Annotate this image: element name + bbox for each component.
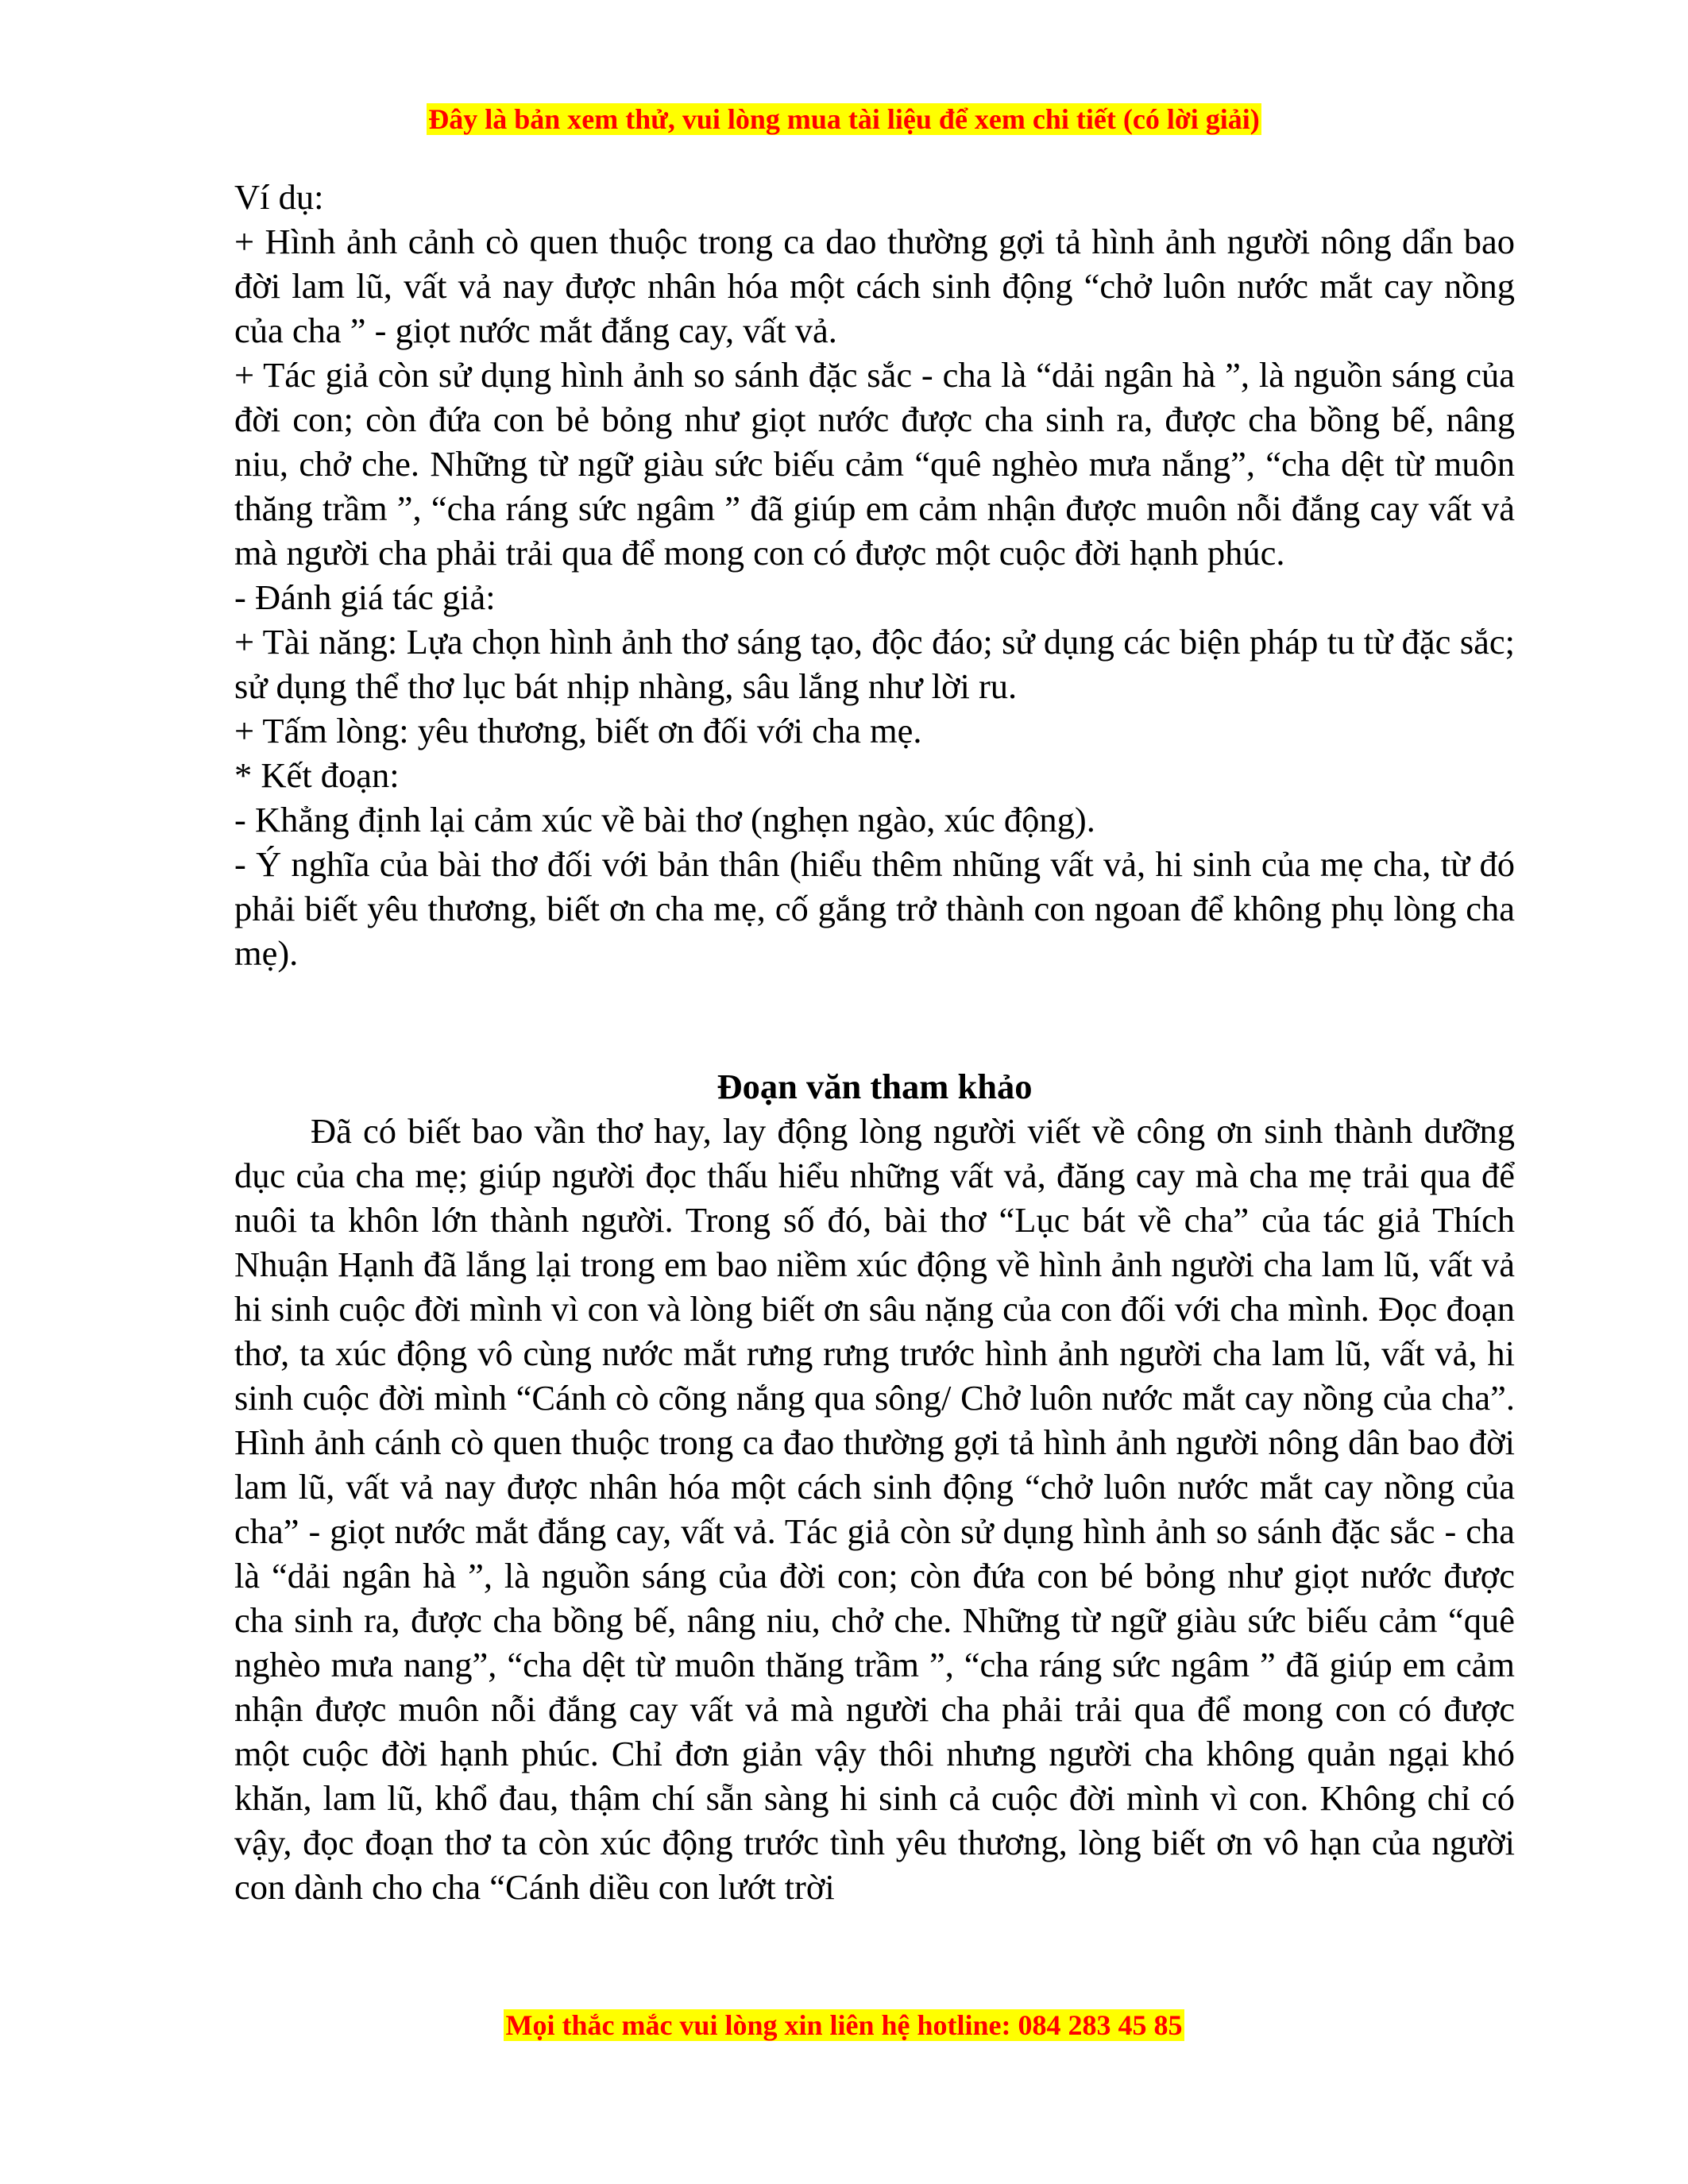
body-line: * Kết đoạn:: [234, 755, 400, 795]
body-line: - Ý nghĩa của bài thơ đối với bản thân (hiểu thêm nhũng vất vả, hi sinh của mẹ cha, từ đó phải biết yêu thương, biết ơn cha mẹ, cố gắng trở thành con ngoan để không phụ lòng cha mẹ).: [234, 844, 1515, 973]
document-body: [234, 175, 1515, 1909]
body-line: - Khẳng định lại cảm xúc về bài thơ (nghẹn ngào, xúc động).: [234, 800, 1095, 839]
section-spacer: [234, 975, 1515, 1064]
hotline-banner: [0, 2008, 1688, 2043]
body-line: + Hình ảnh cảnh cò quen thuộc trong ca dao thường gợi tả hình ảnh người nông dẩn bao đời lam lũ, vất vả nay được nhân hóa một cách sinh động “chở luôn nước mắt cay nồng của cha ” - giọt nước mắt đắng cay, vất vả.: [234, 222, 1515, 350]
preview-notice-banner: [0, 102, 1688, 137]
hotline-text: Mọi thắc mắc vui lòng xin liên hệ hotline: 084 283 45 85: [505, 2009, 1183, 2041]
reference-paragraph: Đã có biết bao vần thơ hay, lay động lòng người viết về công ơn sinh thành dưỡng dục của cha mẹ; giúp người đọc thấu hiểu những vất vả, đăng cay mà cha mẹ trải qua để nuôi ta khôn lớn thành người. Trong số đó, bài thơ “Lục bát về cha” của tác giả Thích Nhuận Hạnh đã lắng lại trong em bao niềm xúc động về hình ảnh người cha lam lũ, vất vả hi sinh cuộc đời mình vì con và lòng biết ơn sâu nặng của con đối với cha mình. Đọc đoạn thơ, ta xúc động vô cùng nước mắt rưng rưng trước hình ảnh người cha lam lũ, vất vả, hi sinh cuộc đời mình “Cánh cò cõng nắng qua sông/ Chở luôn nước mắt cay nồng của cha”. Hình ảnh cánh cò quen thuộc trong ca đao thường gợi tả hình ảnh người nông dân bao đời lam lũ, vất vả nay được nhân hóa một cách sinh động “chở luôn nước mắt cay nồng của cha” - giọt nước mắt đắng cay, vất vả. Tác giả còn sử dụng hình ảnh so sánh đặc sắc - cha là “dải ngân hà ”, là nguồn sáng của đời con; còn đứa con bé bỏng như giọt nước được cha sinh ra, được cha bồng bế, nâng niu, chở che. Những từ ngữ giàu sức biếu cảm “quê nghèo mưa nang”, “cha dệt từ muôn thăng trầm ”, “cha ráng sức ngâm ” đã giúp em cảm nhận được muôn nỗi đắng cay vất vả mà người cha phải trải qua để mong con có được một cuộc đời hạnh phúc. Chỉ đơn giản vậy thôi nhưng người cha không quản ngại khó khăn, lam lũ, khổ đau, thậm chí sẵn sàng hi sinh cả cuộc đời mình vì con. Không chỉ có vậy, đọc đoạn thơ ta còn xúc động trước tình yêu thương, lòng biết ơn vô hạn của người con dành cho cha “Cánh diều con lướt trời: [234, 1111, 1515, 1907]
preview-notice-text: Đây là bản xem thử, vui lòng mua tài liệu để xem chi tiết (có lời giải): [428, 103, 1260, 135]
body-line: - Đánh giá tác giả:: [234, 577, 496, 617]
section-title: Đoạn văn tham khảo: [717, 1067, 1033, 1106]
body-line: + Tác giả còn sử dụng hình ảnh so sánh đặc sắc - cha là “dải ngân hà ”, là nguồn sáng của đời con; còn đứa con bẻ bỏng như giọt nước được cha sinh ra, được cha bồng bế, nâng niu, chở che. Những từ ngữ giàu sức biếu cảm “quê nghèo mưa nắng”, “cha dệt từ muôn thăng trầm ”, “cha ráng sức ngâm ” đã giúp em cảm nhận được muôn nỗi đắng cay vất vả mà người cha phải trải qua để mong con có được một cuộc đời hạnh phúc.: [234, 355, 1515, 573]
body-line: Ví dụ:: [234, 177, 324, 217]
body-line: + Tấm lòng: yêu thương, biết ơn đối với cha mẹ.: [234, 711, 922, 751]
body-line: + Tài năng: Lựa chọn hình ảnh thơ sáng tạo, độc đáo; sử dụng các biện pháp tu từ đặc sắc; sử dụng thể thơ lục bát nhịp nhàng, sâu lắng như lời ru.: [234, 622, 1515, 706]
